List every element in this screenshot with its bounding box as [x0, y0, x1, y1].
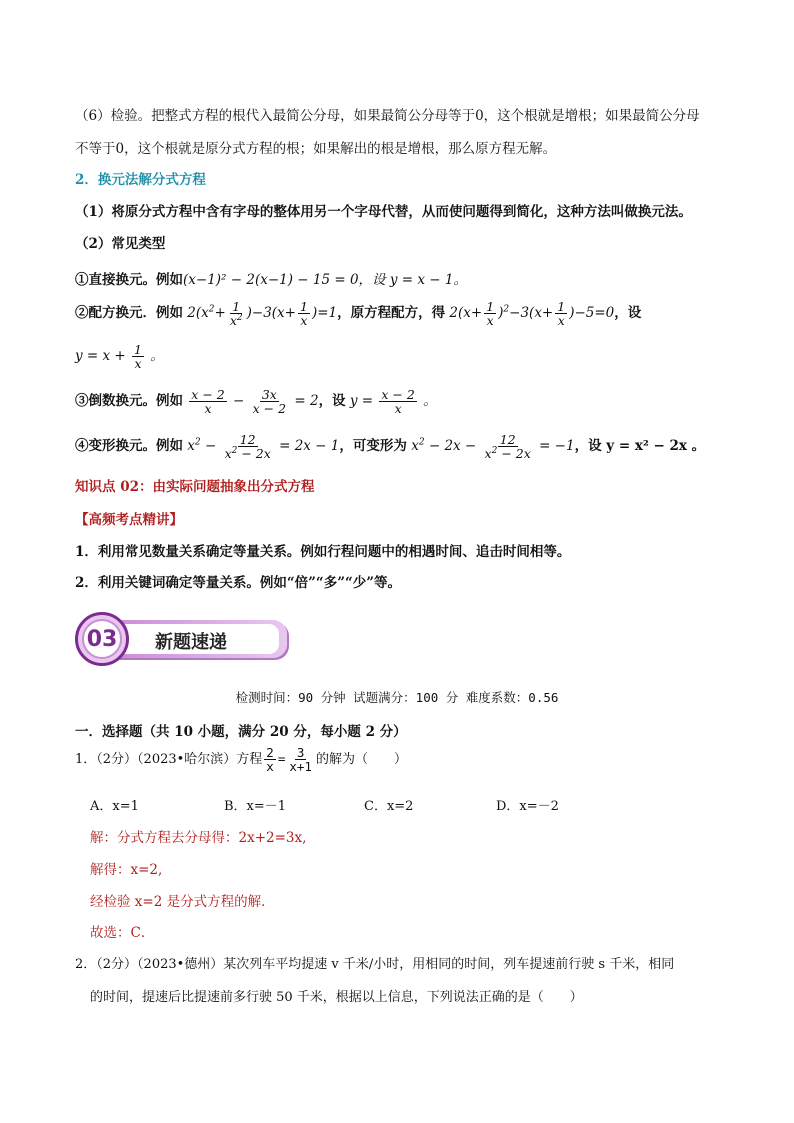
- q1-option-a[interactable]: A．x=1: [90, 799, 139, 814]
- test-info: 检测时间：90 分钟 试题满分：100 分 难度系数：0.56: [235, 690, 559, 705]
- type2-eq1: $2(x^2+$ $\frac{1}{x^2}$ )−3(x+ $\frac{1}{x}$ )=1: [187, 299, 338, 329]
- high-freq-item1: 1．利用常见数量关系确定等量关系。例如行程问题中的相遇时间、追击时间相等。: [75, 544, 571, 560]
- type1-label: ①直接换元。例如: [75, 272, 183, 288]
- banner-number: 03: [86, 627, 118, 652]
- q1-stem: [75, 746, 407, 773]
- type3-eq: $\frac{x - 2}{x}$ − $\frac{3x}{x - 2}$ = 2: [191, 387, 319, 417]
- type4-eq1: $x^2$ − $\frac{12}{x^2 - 2x}$ = 2x − 1: [187, 432, 340, 462]
- banner-circle: [75, 612, 129, 666]
- q1-solution-1: 解：分式方程去分母得：2x+2=3x,: [90, 830, 307, 846]
- type3-label: ③倒数换元。例如: [75, 393, 183, 410]
- type1-eq: (x−1)² − 2(x−1) − 15 = 0: [183, 272, 359, 288]
- q1-equation: $\frac{2}{x}$ = $\frac{3}{x+1}$: [266, 745, 312, 775]
- q1-option-d[interactable]: D．x=－2: [496, 799, 559, 814]
- high-freq-title: 【高频考点精讲】: [75, 512, 183, 528]
- q2-line2: 的时间，提速后比提速前多行驶 50 千米，根据以上信息，下列说法正确的是（ ）: [90, 990, 583, 1005]
- part-1-title: 一．选择题（共 10 小题，满分 20 分，每小题 2 分）: [75, 724, 407, 740]
- section-banner: [75, 612, 290, 666]
- section-2-item2: （2）常见类型: [75, 236, 166, 252]
- type1-set: ，设 y = x − 1。: [358, 272, 467, 288]
- type4-mid: ，可变形为: [339, 438, 407, 455]
- section-2-item1: （1）将原分式方程中含有字母的整体用另一个字母代替，从而使问题得到简化，这种方法叫做换元法。: [75, 204, 692, 220]
- q1-suffix: 的解为（ ）: [315, 752, 407, 768]
- q1-solution-4: 故选：C．: [90, 925, 155, 941]
- q1-option-b[interactable]: B．x=－1: [224, 799, 287, 814]
- q1-prefix: 1．（2分）（2023•哈尔滨）方程: [75, 752, 263, 768]
- high-freq-item2: 2．利用关键词确定等量关系。例如“倍”“多”“少”等。: [75, 575, 401, 591]
- type3-line: [75, 388, 437, 415]
- p6-line2: 不等于0，这个根就是原分式方程的根；如果解出的根是增根，那么原方程无解。: [75, 141, 557, 157]
- knowledge-point-02: 知识点 02：由实际问题抽象出分式方程: [75, 479, 315, 495]
- type2-eq2: 2(x+ $\frac{1}{x}$ )$^2$−3(x+ $\frac{1}{x}$ )−5=0: [449, 299, 615, 329]
- type1-line: [75, 268, 467, 288]
- q1-solution-3: 经检验 x=2 是分式方程的解．: [90, 894, 275, 910]
- p6-line1: （6）检验。把整式方程的根代入最简公分母，如果最简公分母等于0，这个根就是增根；如果最简公分母: [75, 108, 700, 124]
- type4-label: ④变形换元。例如: [75, 438, 183, 455]
- section-2-title: 2．换元法解分式方程: [75, 172, 206, 188]
- type2-line: [75, 300, 641, 327]
- type4-set: ，设 y = x² − 2x 。: [574, 438, 706, 455]
- q2-line1: 2．（2分）（2023•德州）某次列车平均提速 v 千米/小时，用相同的时间，列车提速前行驶 s 千米，相同: [75, 957, 675, 972]
- type4-eq2: $x^2 - 2x$ − $\frac{12}{x^2 - 2x}$ = −1: [411, 432, 575, 462]
- q1-option-c[interactable]: C．x=2: [364, 799, 414, 814]
- type4-line: [75, 433, 705, 460]
- type2-label: ②配方换元．例如: [75, 305, 183, 322]
- banner-ribbon: [115, 620, 287, 658]
- type2-sub: y = x + $\frac{1}{x}$ 。: [75, 342, 164, 372]
- type2-mid: ，原方程配方，得: [337, 305, 446, 322]
- banner-title: 新题速递: [155, 632, 227, 653]
- type2-set: ，设: [614, 305, 642, 322]
- type3-sub: y = $\frac{x - 2}{x}$ 。: [349, 387, 437, 417]
- q1-solution-2: 解得：x=2,: [90, 862, 163, 878]
- type3-set: ，设: [318, 393, 346, 410]
